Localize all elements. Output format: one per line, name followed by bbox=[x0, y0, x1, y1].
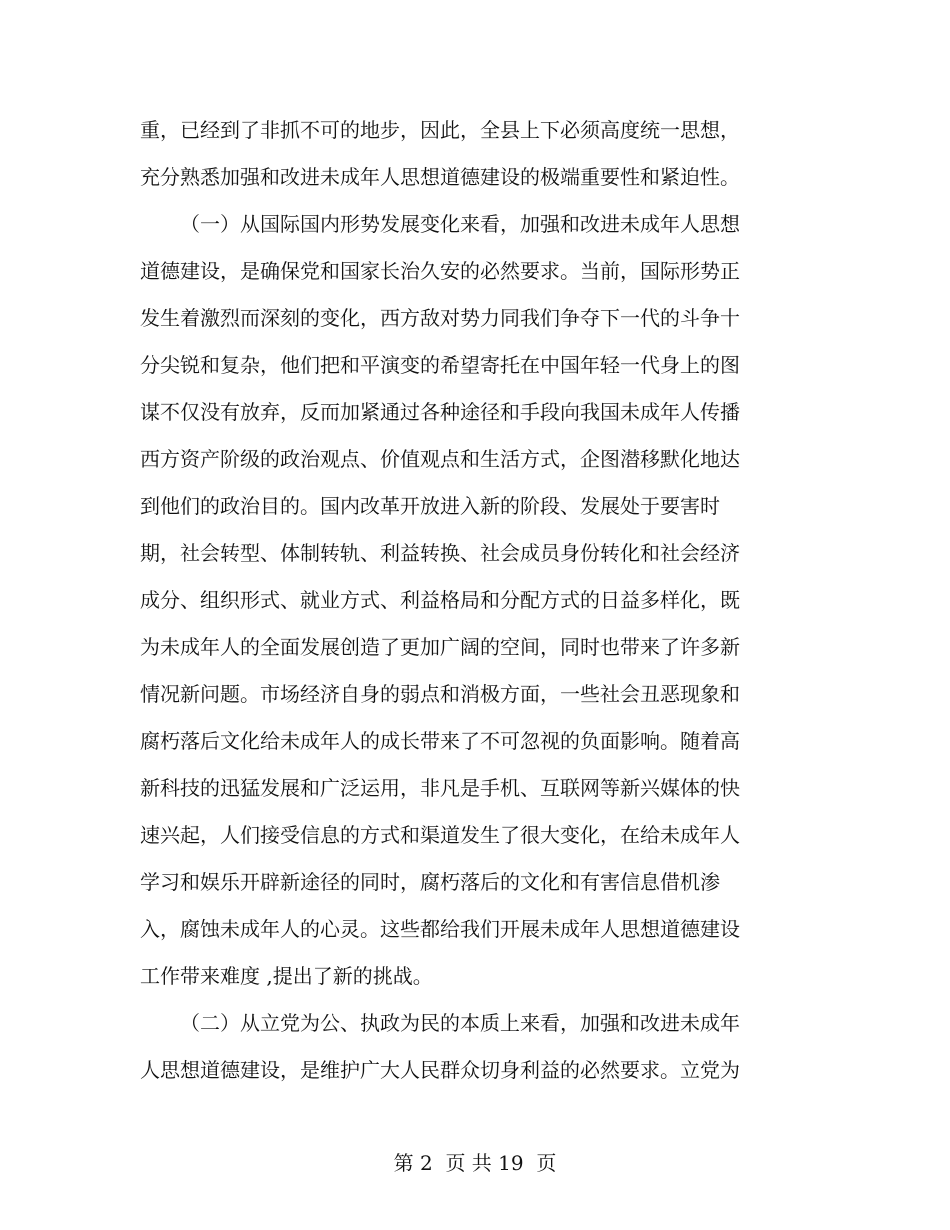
text-line: 工作带来难度 ,提出了新的挑战。 bbox=[140, 964, 433, 988]
text-line: 入，腐蚀未成年人的心灵。这些都给我们开展未成年人思想道德建设 bbox=[140, 917, 740, 941]
page-number-footer: 第 2 页 共 19 页 bbox=[393, 1151, 557, 1175]
text-line: 充分熟悉加强和改进未成年人思想道德建设的极端重要性和紧迫性。 bbox=[140, 165, 740, 189]
text-line: 分尖锐和复杂，他们把和平演变的希望寄托在中国年轻一代身上的图 bbox=[140, 353, 740, 377]
text-line: 谋不仅没有放弃，反而加紧通过各种途径和手段向我国未成年人传播 bbox=[140, 400, 740, 424]
text-line: 速兴起，人们接受信息的方式和渠道发生了很大变化，在给未成年人 bbox=[140, 823, 740, 847]
text-line: 西方资产阶级的政治观点、价值观点和生活方式，企图潜移默化地达 bbox=[140, 447, 740, 471]
text-line: 腐朽落后文化给未成年人的成长带来了不可忽视的负面影响。随着高 bbox=[140, 729, 740, 753]
text-line: 人思想道德建设，是维护广大人民群众切身利益的必然要求。立党为 bbox=[140, 1058, 740, 1082]
text-line: 学习和娱乐开辟新途径的同时，腐朽落后的文化和有害信息借机渗 bbox=[140, 870, 720, 894]
text-line: 重，已经到了非抓不可的地步，因此，全县上下必须高度统一思想， bbox=[140, 118, 740, 142]
paragraph-start-line: （二）从立党为公、执政为民的本质上来看，加强和改进未成年 bbox=[180, 1011, 740, 1035]
text-line: 成分、组织形式、就业方式、利益格局和分配方式的日益多样化，既 bbox=[140, 588, 740, 612]
paragraph-start-line: （一）从国际国内形势发展变化来看，加强和改进未成年人思想 bbox=[180, 212, 740, 236]
text-line: 情况新问题。市场经济自身的弱点和消极方面，一些社会丑恶现象和 bbox=[140, 682, 740, 706]
text-line: 新科技的迅猛发展和广泛运用，非凡是手机、互联网等新兴媒体的快 bbox=[140, 776, 740, 800]
text-line: 为未成年人的全面发展创造了更加广阔的空间，同时也带来了许多新 bbox=[140, 635, 740, 659]
body-text bbox=[140, 107, 820, 1094]
text-line: 到他们的政治目的。国内改革开放进入新的阶段、发展处于要害时 bbox=[140, 494, 720, 518]
text-line: 道德建设，是确保党和国家长治久安的必然要求。当前，国际形势正 bbox=[140, 259, 740, 283]
text-line: 发生着激烈而深刻的变化，西方敌对势力同我们争夺下一代的斗争十 bbox=[140, 306, 740, 330]
text-line: 期，社会转型、体制转轨、利益转换、社会成员身份转化和社会经济 bbox=[140, 541, 740, 565]
